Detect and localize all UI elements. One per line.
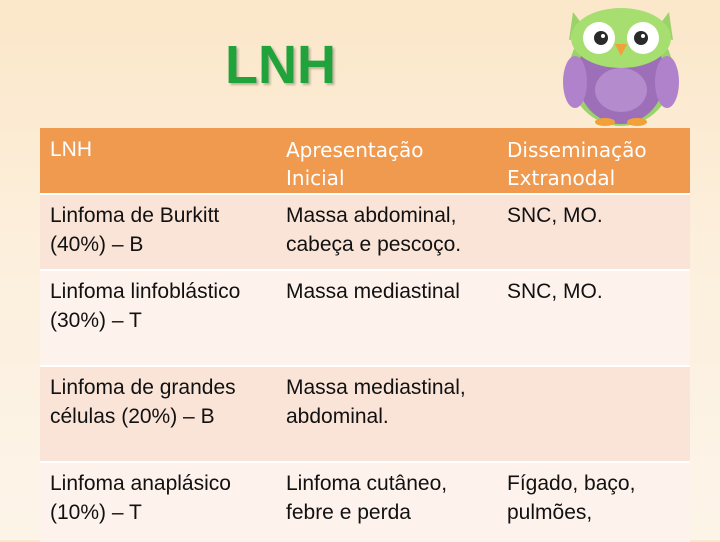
cell-disseminacao: SNC, MO.: [497, 194, 690, 270]
cell-apresentacao: Linfoma cutâneo, febre e perda: [276, 462, 497, 542]
page-title: LNH: [225, 35, 336, 95]
cell-lnh: Linfoma de grandes células (20%) – B: [40, 366, 276, 462]
table-row: [40, 462, 690, 542]
header-apresentacao-inicial: Apresentação Inicial: [286, 138, 424, 190]
cell-disseminacao: SNC, MO.: [497, 270, 690, 366]
table-row: [40, 194, 690, 270]
lnh-table: [40, 128, 690, 542]
cell-lnh: Linfoma linfoblástico (30%) – T: [40, 270, 276, 366]
header-lnh: LNH: [50, 138, 93, 161]
header-disseminacao-extranodal: Disseminação Extranodal: [507, 138, 647, 190]
cell-lnh: Linfoma anaplásico (10%) – T: [40, 462, 276, 542]
cell-apresentacao: Massa mediastinal, abdominal.: [276, 366, 497, 462]
cell-apresentacao: Massa mediastinal: [276, 270, 497, 366]
cell-apresentacao: Massa abdominal, cabeça e pescoço.: [276, 194, 497, 270]
table-header-row: [40, 128, 690, 194]
table-row: [40, 270, 690, 366]
owl-illustration-icon: [555, 0, 687, 128]
cell-lnh: Linfoma de Burkitt (40%) – B: [40, 194, 276, 270]
cell-disseminacao: Fígado, baço, pulmões,: [497, 462, 690, 542]
table-row: [40, 366, 690, 462]
cell-disseminacao: [497, 366, 690, 462]
